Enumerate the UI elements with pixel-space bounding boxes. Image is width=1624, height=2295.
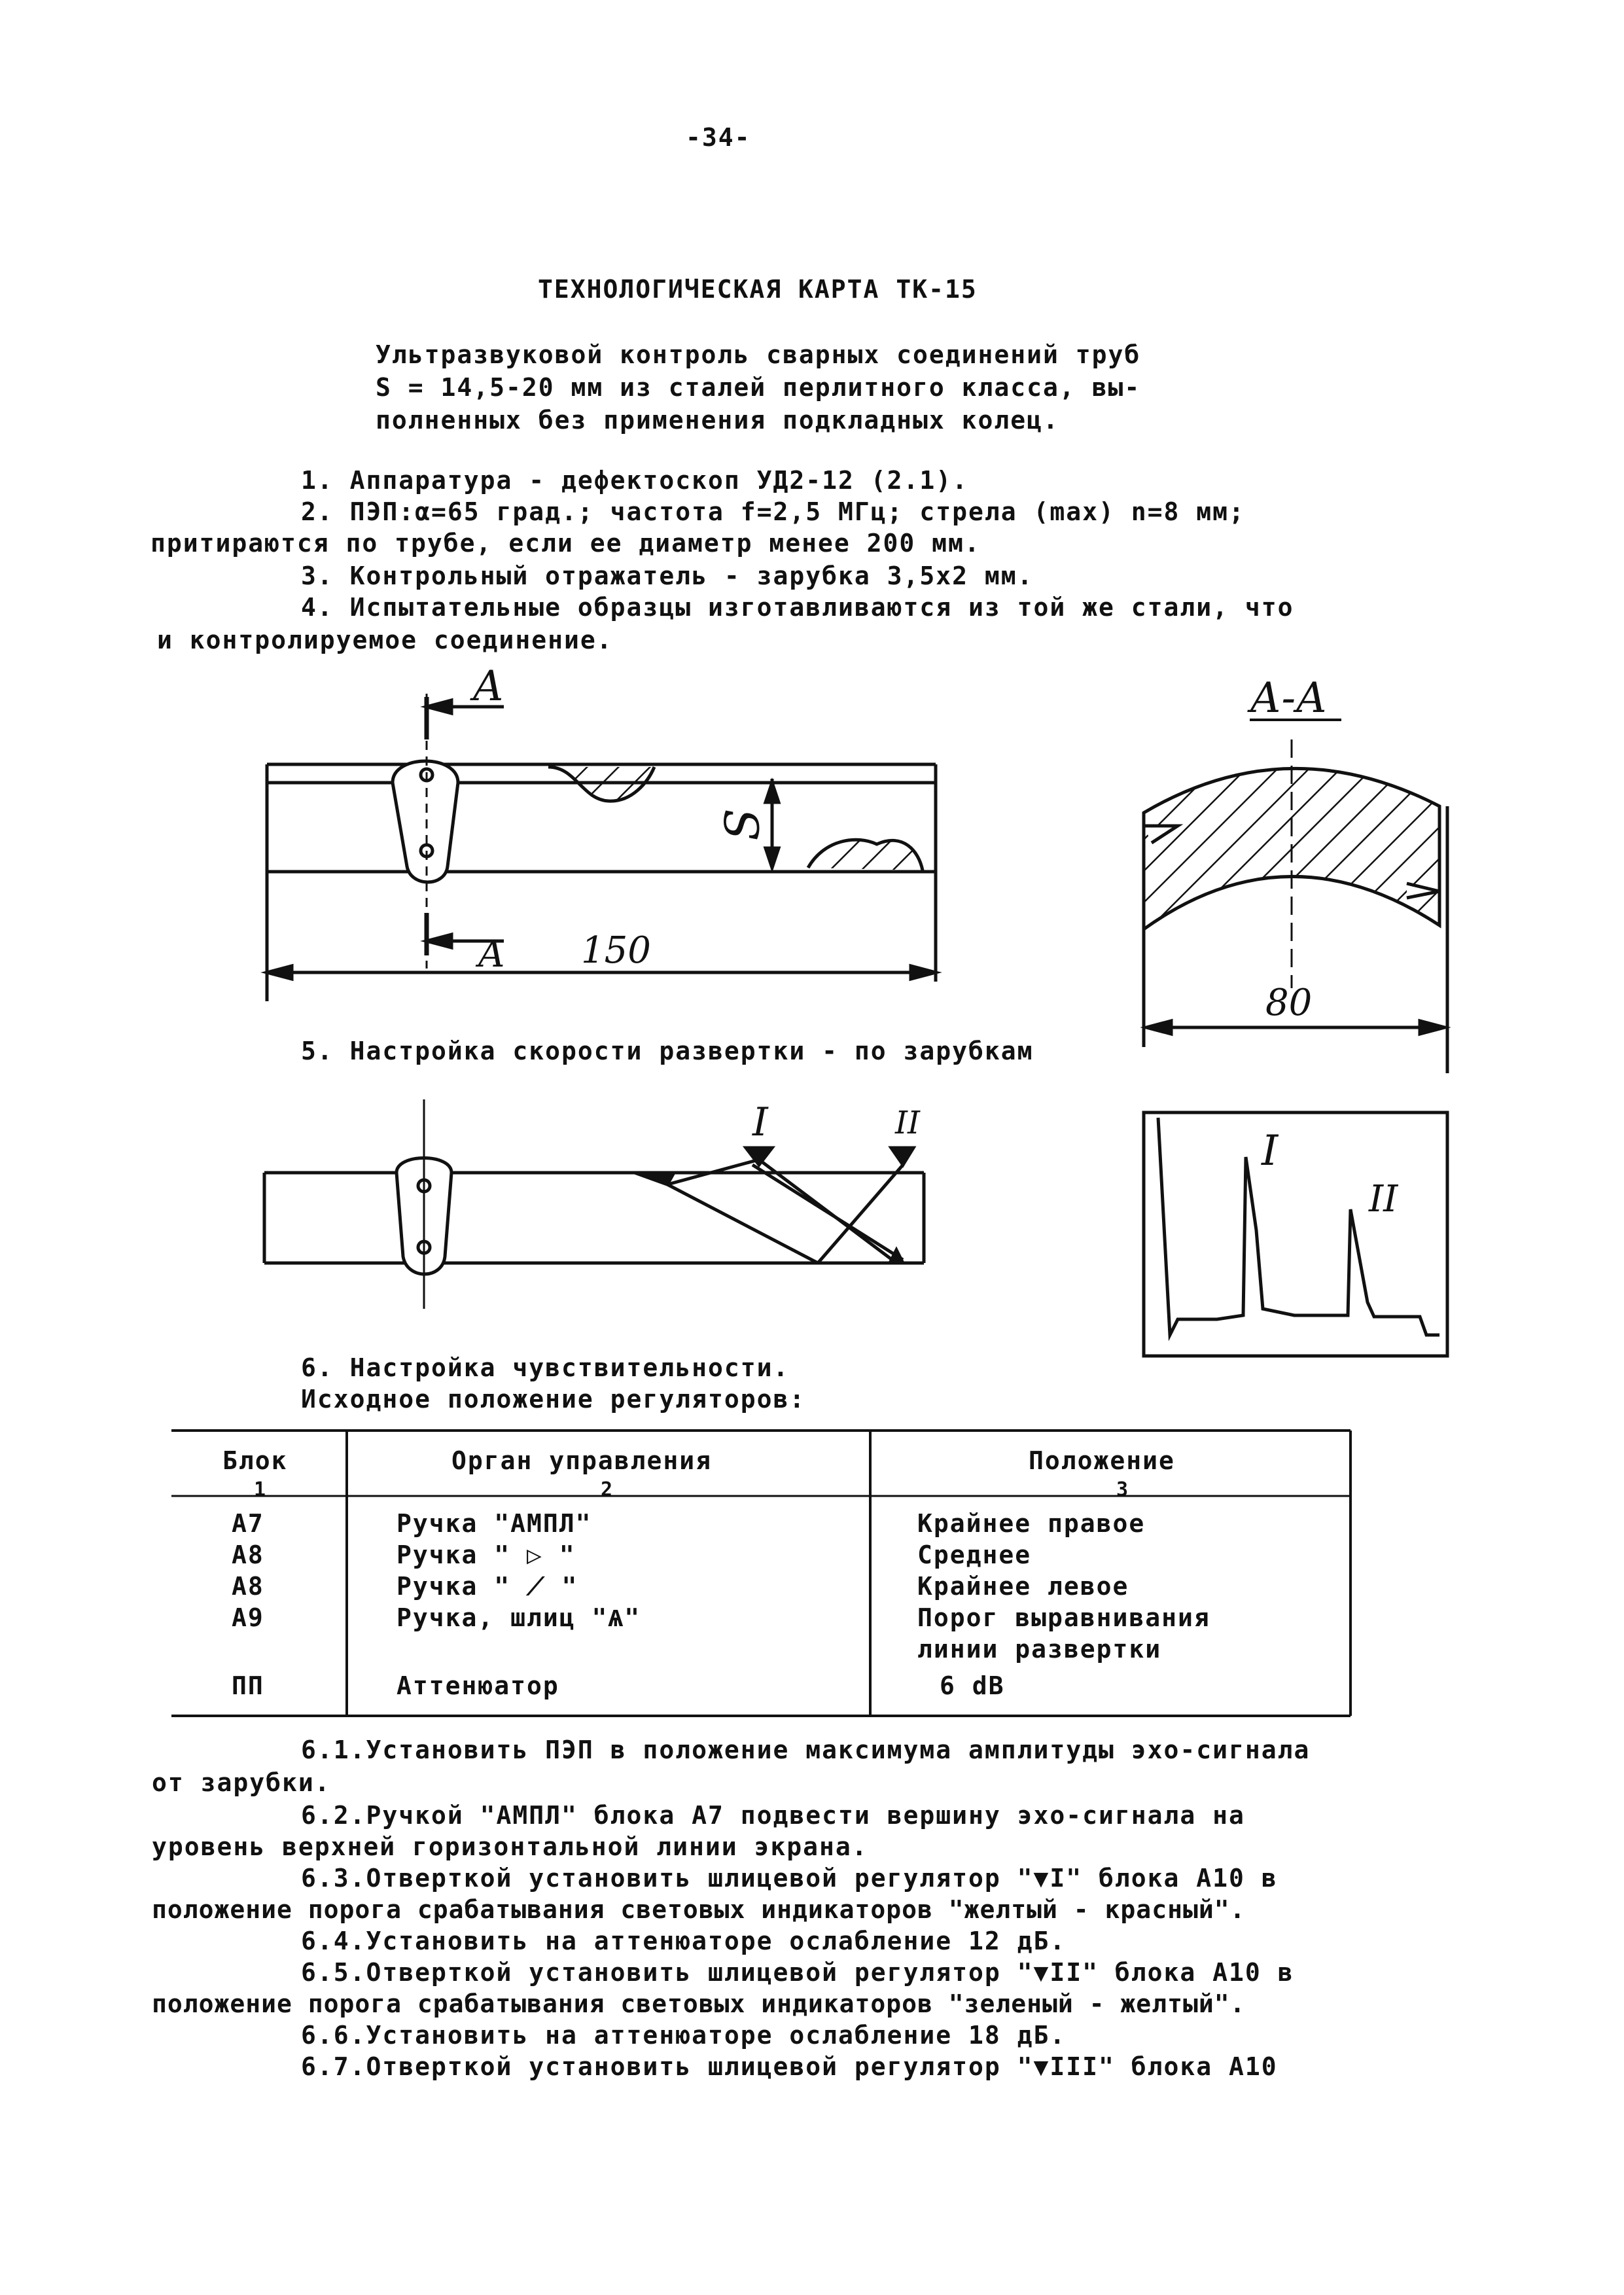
table-header-control: Орган управления: [451, 1446, 713, 1475]
step-6-6: 6.6.Установить на аттенюаторе ослабление 18 дБ.: [301, 2021, 1067, 2050]
table-cell-position: линии развертки: [917, 1635, 1162, 1663]
step-6-3-continued: положение порога срабатывания световых индикаторов "желтый - красный".: [152, 1895, 1246, 1924]
step-6-3: 6.3.Отверткой установить шлицевой регулятор "▼I" блока А10 в: [301, 1864, 1278, 1893]
notch-label-2: II: [895, 1105, 920, 1141]
length-dimension-label: 150: [581, 929, 651, 972]
section-label-top: А: [472, 662, 504, 711]
document-title: ТЕХНОЛОГИЧЕСКАЯ КАРТА ТК-15: [538, 275, 978, 304]
subtitle-line: полненных без применения подкладных колец.: [376, 406, 1059, 435]
item-4: 4. Испытательные образцы изготавливаются из той же стали, что: [301, 593, 1294, 622]
item-2: 2. ПЭП:α=65 град.; частота f=2,5 МГц; стрела (max) n=8 мм;: [301, 497, 1245, 526]
step-6-5-continued: положение порога срабатывания световых индикаторов "зеленый - желтый".: [152, 1989, 1246, 2018]
table-cell-position: 6 dB: [940, 1671, 1005, 1700]
sweep-calibration-drawing: [264, 1099, 924, 1309]
item-1: 1. Аппаратура - дефектоскоп УД2-12 (2.1).: [301, 466, 968, 495]
item-5: 5. Настройка скорости развертки - по зарубкам: [301, 1037, 1034, 1065]
scope-label-1: I: [1262, 1127, 1279, 1175]
table-header-position: Положение: [1029, 1446, 1175, 1475]
step-6-1: 6.1.Установить ПЭП в положение максимума амплитуды эхо-сигнала: [301, 1735, 1311, 1764]
step-6-7: 6.7.Отверткой установить шлицевой регулятор "▼III" блока А10: [301, 2052, 1278, 2081]
page-number: -34-: [686, 123, 751, 152]
table-cell-block: А8: [232, 1572, 264, 1601]
step-6-2: 6.2.Ручкой "АМПЛ" блока А7 подвести вершину эхо-сигнала на: [301, 1801, 1245, 1830]
table-cell-control: Ручка " ⟋ ": [397, 1572, 578, 1601]
table-cell-control: Ручка "АМПЛ": [397, 1509, 592, 1538]
subtitle-line: Ультразвуковой контроль сварных соединений труб: [376, 340, 1141, 369]
step-6-1-continued: от зарубки.: [152, 1768, 331, 1797]
table-cell-control: Ручка, шлиц "Ѧ": [397, 1603, 641, 1632]
section-a-a-title: А-А: [1250, 674, 1328, 722]
table-cell-position: Крайнее левое: [917, 1572, 1129, 1601]
table-cell-block: ПП: [232, 1671, 264, 1700]
table-cell-block: А7: [232, 1509, 264, 1538]
subtitle-line: S = 14,5-20 мм из сталей перлитного класса, вы-: [376, 373, 1141, 402]
item-2-continued: притираются по трубе, если ее диаметр менее 200 мм.: [150, 529, 981, 558]
table-header-block: Блок: [222, 1446, 288, 1475]
item-6-continued: Исходное положение регуляторов:: [301, 1385, 806, 1414]
step-6-2-continued: уровень верхней горизонтальной линии экрана.: [152, 1832, 868, 1861]
table-cell-control: Ручка " ▷ ": [397, 1540, 576, 1569]
table-cell-block: А9: [232, 1603, 264, 1632]
table-cell-position: Крайнее правое: [917, 1509, 1146, 1538]
thickness-label: S: [715, 808, 770, 841]
table-cell-position: Среднее: [917, 1540, 1032, 1569]
table-column-number: 1: [254, 1478, 268, 1501]
item-4-continued: и контролируемое соединение.: [157, 626, 613, 654]
flaw-detector-screen-drawing: [1144, 1112, 1447, 1356]
scope-label-2: II: [1369, 1178, 1398, 1220]
table-column-number: 3: [1116, 1478, 1130, 1501]
width-dimension-label: 80: [1265, 982, 1313, 1024]
table-cell-block: А8: [232, 1540, 264, 1569]
section-label-bottom: А: [478, 933, 506, 976]
notch-label-1: I: [752, 1099, 768, 1145]
item-6: 6. Настройка чувствительности.: [301, 1353, 790, 1382]
table-cell-position: Порог выравнивания: [917, 1603, 1210, 1632]
table-cell-control: Аттенюатор: [397, 1671, 559, 1700]
table-column-number: 2: [601, 1478, 614, 1501]
step-6-4: 6.4.Установить на аттенюаторе ослабление 12 дБ.: [301, 1927, 1067, 1955]
step-6-5: 6.5.Отверткой установить шлицевой регулятор "▼II" блока А10 в: [301, 1958, 1294, 1987]
item-3: 3. Контрольный отражатель - зарубка 3,5х2 мм.: [301, 561, 1034, 590]
